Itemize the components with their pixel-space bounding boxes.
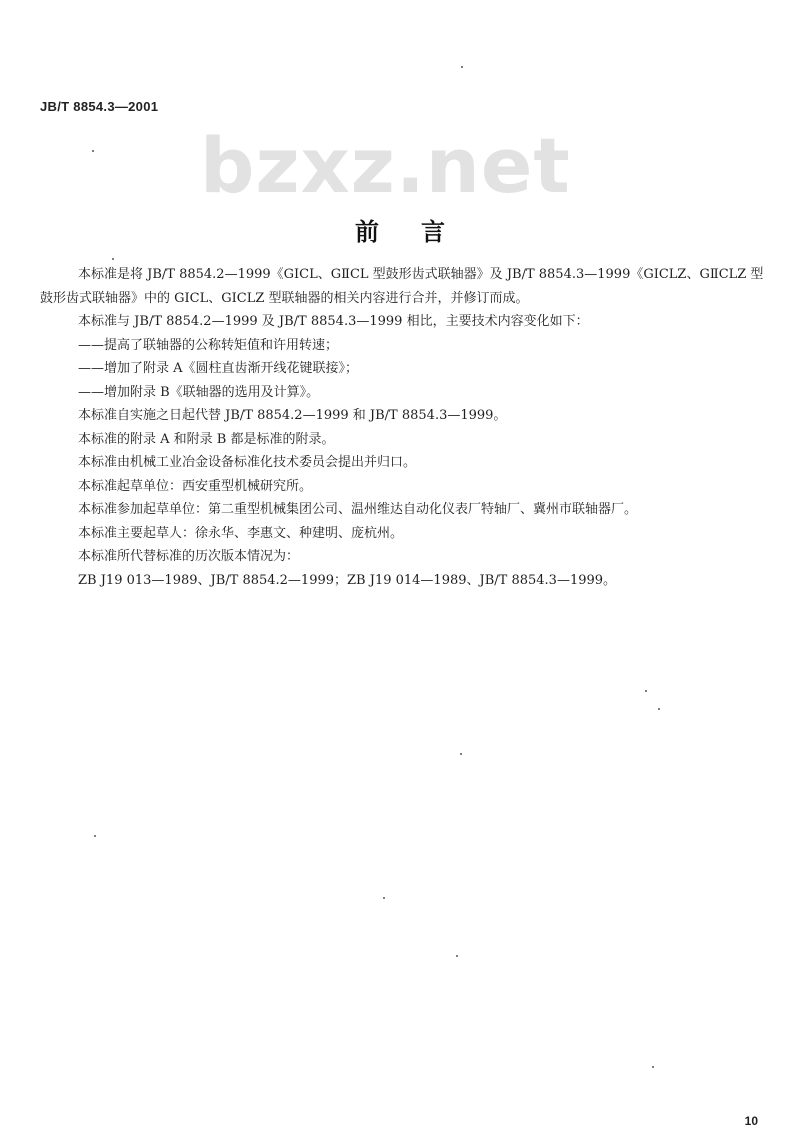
paragraph-changes-intro: 本标准与 JB/T 8854.2—1999 及 JB/T 8854.3—1999 相比，主要技术内容变化如下： [78,314,589,329]
paragraph-replacement: 本标准自实施之日起代替 JB/T 8854.2—1999 和 JB/T 8854.3—1999。 [78,408,507,423]
preface-body [40,263,770,592]
scan-speck [112,258,114,260]
change-item-appendix-b: ——增加附录 B《联轴器的选用及计算》。 [78,384,320,400]
paragraph-history-intro: 本标准所代替标准的历次版本情况为： [78,549,300,564]
paragraph-participating-units: 本标准参加起草单位：第二重型机械集团公司、温州维达自动化仪表厂特轴厂、冀州市联轴器厂。 [78,502,638,517]
scan-speck [383,897,385,899]
paragraph-drafting-unit: 本标准起草单位：西安重型机械研究所。 [78,478,313,494]
scan-speck [94,835,96,837]
scan-speck [645,690,647,692]
paragraph-merge-description: 本标准是将 JB/T 8854.2—1999《GⅠCL、GⅡCL 型鼓形齿式联轴器》及 JB/T 8854.3—1999《GⅠCLZ、GⅡCLZ 型鼓形齿式联轴器》中的 GⅠCL、GⅠCLZ 型联轴器的相关内容进行合并，并修订而成。 [40,267,764,306]
scan-speck [461,66,463,68]
watermark: bzxz.net [200,121,571,210]
paragraph-drafters: 本标准主要起草人：徐永华、李惠文、种建明、庞杭州。 [78,525,404,541]
scan-speck [658,708,660,710]
page-title: 前言 [355,217,487,246]
change-item-torque: ——提高了联轴器的公称转矩值和许用转速； [78,337,339,353]
standard-code-header: JB/T 8854.3—2001 [40,99,159,114]
change-item-appendix-a: ——增加了附录 A《圆柱直齿渐开线花键联接》； [78,361,359,376]
scan-speck [460,753,462,755]
scan-speck [456,955,458,957]
paragraph-proposer: 本标准由机械工业冶金设备标准化技术委员会提出并归口。 [78,455,417,470]
scan-speck [652,1066,654,1068]
paragraph-history-list: ZB J19 013—1989、JB/T 8854.2—1999；ZB J19 014—1989、JB/T 8854.3—1999。 [78,572,617,588]
scan-speck [92,150,94,152]
page-number: 10 [744,1114,758,1128]
paragraph-appendices: 本标准的附录 A 和附录 B 都是标准的附录。 [78,431,335,447]
